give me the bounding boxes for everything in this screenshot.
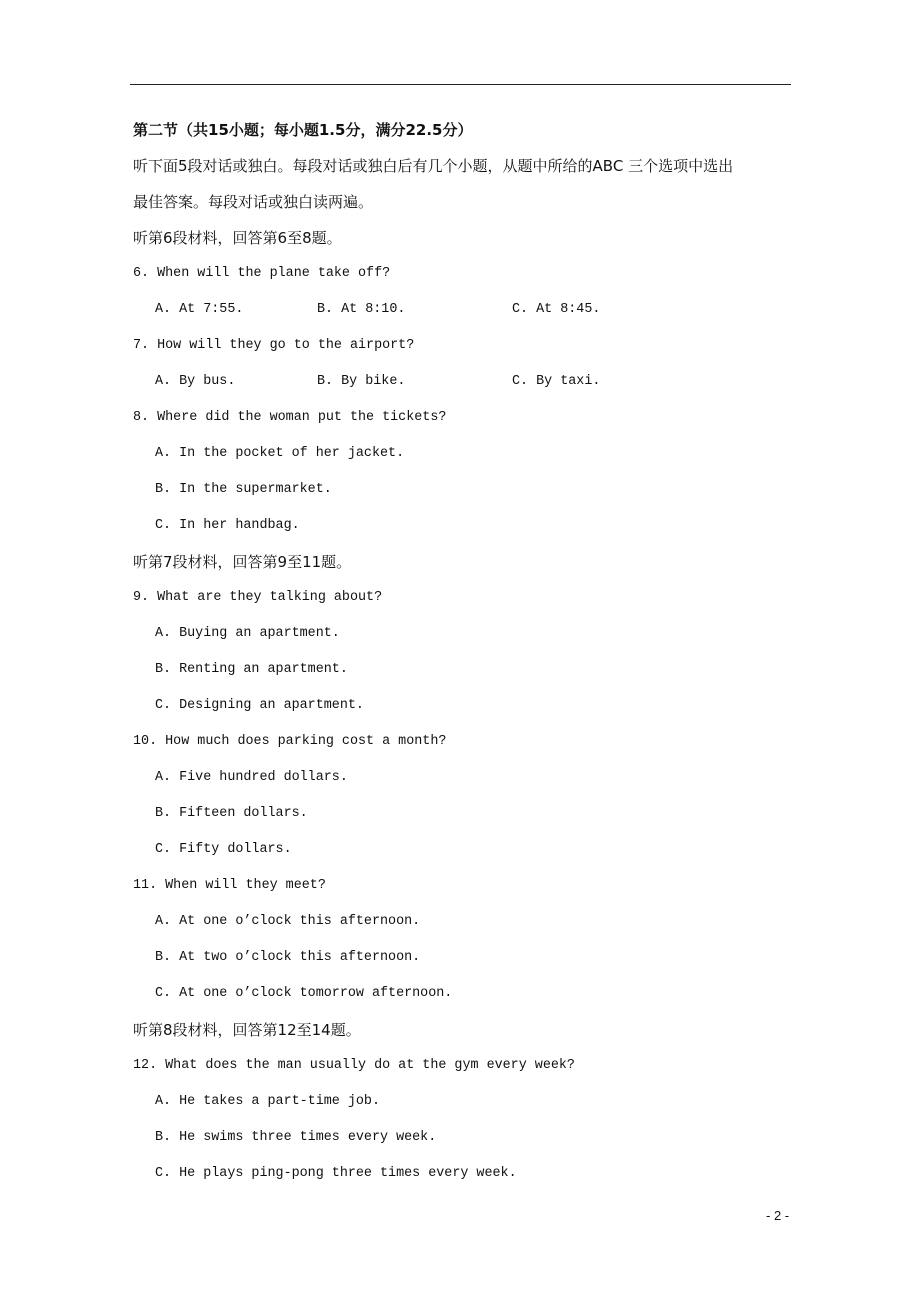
instructions-text: 听下面5段对话或独白。每段对话或独白后有几个小题，从题中所给的ABC 三个选项中选出 (133, 157, 734, 175)
answer-option: C. In her handbag. (155, 518, 300, 533)
section-heading: 第二节（共15小题；每小题1.5分，满分22.5分） (133, 121, 473, 139)
question-text: 8. Where did the woman put the tickets? (133, 410, 447, 425)
answer-option: C. By taxi. (512, 374, 601, 389)
question-text: 10. How much does parking cost a month? (133, 734, 447, 749)
answer-option: B. Renting an apartment. (155, 662, 348, 677)
answer-option: A. At one o’clock this afternoon. (155, 914, 421, 929)
answer-option: A. Buying an apartment. (155, 626, 340, 641)
header-rule (130, 84, 791, 85)
section-intro: 听第7段材料，回答第9至11题。 (133, 553, 352, 571)
answer-option: A. He takes a part-time job. (155, 1094, 380, 1109)
answer-option: A. By bus. (155, 374, 236, 389)
answer-option: A. In the pocket of her jacket. (155, 446, 405, 461)
answer-option: C. Designing an apartment. (155, 698, 364, 713)
answer-option: B. At two o’clock this afternoon. (155, 950, 421, 965)
answer-option: B. In the supermarket. (155, 482, 332, 497)
answer-option: A. Five hundred dollars. (155, 770, 348, 785)
answer-option: C. At one o’clock tomorrow afternoon. (155, 986, 453, 1001)
page-number: - 2 - (766, 1208, 790, 1223)
answer-option: B. By bike. (317, 374, 406, 389)
answer-option: C. Fifty dollars. (155, 842, 292, 857)
answer-option: C. He plays ping-pong three times every week. (155, 1166, 517, 1181)
answer-option: A. At 7:55. (155, 302, 244, 317)
question-text: 6. When will the plane take off? (133, 266, 391, 281)
section-intro: 听第6段材料，回答第6至8题。 (133, 229, 342, 247)
answer-option: B. At 8:10. (317, 302, 406, 317)
question-text: 12. What does the man usually do at the gym every week? (133, 1058, 575, 1073)
question-text: 7. How will they go to the airport? (133, 338, 415, 353)
question-text: 11. When will they meet? (133, 878, 326, 893)
answer-option: B. Fifteen dollars. (155, 806, 308, 821)
question-text: 9. What are they talking about? (133, 590, 383, 605)
section-intro: 听第8段材料，回答第12至14题。 (133, 1021, 361, 1039)
answer-option: C. At 8:45. (512, 302, 601, 317)
instructions-text: 最佳答案。每段对话或独白读两遍。 (133, 193, 374, 211)
answer-option: B. He swims three times every week. (155, 1130, 437, 1145)
